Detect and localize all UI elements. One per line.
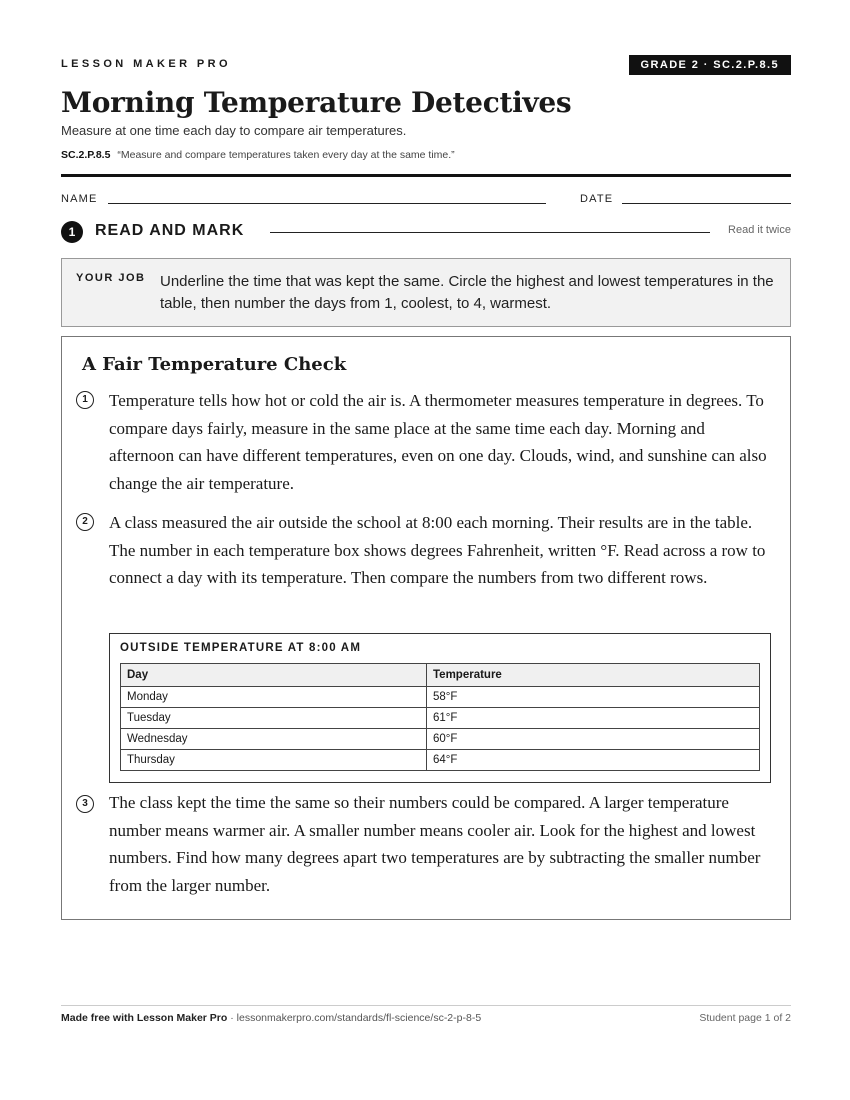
your-job-label: YOUR JOB xyxy=(76,272,146,284)
table-header-row xyxy=(121,664,760,687)
footer-made-with: Made free with Lesson Maker Pro xyxy=(61,1012,228,1024)
day-cell: Tuesday xyxy=(121,708,427,729)
paragraph-number: 2 xyxy=(76,513,94,531)
standard-statement xyxy=(61,149,455,161)
section-number-badge: 1 xyxy=(61,221,83,243)
temperature-cell: 64°F xyxy=(427,750,760,771)
passage-title: A Fair Temperature Check xyxy=(82,354,347,375)
paragraph: The class kept the time the same so their numbers could be compared. A larger temperature number means warmer air. A smaller number means cooler air. Look for the highest and lowest numbers. Find how many degrees apart two temperatures are by subtracting the smaller number from the larger number. xyxy=(109,793,761,896)
header-divider xyxy=(61,174,791,177)
temperature-cell: 61°F xyxy=(427,708,760,729)
paragraph-number: 3 xyxy=(76,795,94,813)
page-subtitle: Measure at one time each day to compare air temperatures. xyxy=(61,123,407,138)
paragraph: Temperature tells how hot or cold the air is. A thermometer measures temperature in degrees. To compare days fairly, measure in the same place at the same time each day. Morning and afternoon can have different temperatures, even on one day. Clouds, wind, and sunshine can also change the air temperature. xyxy=(109,391,767,494)
grade-badge: GRADE 2 · SC.2.P.8.5 xyxy=(629,55,791,75)
table-caption: OUTSIDE TEMPERATURE AT 8:00 AM xyxy=(120,642,362,654)
date-label: DATE xyxy=(580,193,614,205)
day-cell: Wednesday xyxy=(121,729,427,750)
footer-divider xyxy=(61,1005,791,1006)
temperature-cell: 60°F xyxy=(427,729,760,750)
day-cell: Thursday xyxy=(121,750,427,771)
temperature-table-box xyxy=(109,633,771,783)
temperature-cell: 58°F xyxy=(427,687,760,708)
column-header: Day xyxy=(121,664,427,687)
standard-code: SC.2.P.8.5 xyxy=(61,149,111,161)
footer-credit xyxy=(61,1012,481,1024)
table-row xyxy=(121,729,760,750)
section-title: READ AND MARK xyxy=(95,222,245,239)
your-job-instructions: Underline the time that was kept the same. Circle the highest and lowest temperatures in the table, then number the days from 1, coolest, to 4, warmest. xyxy=(160,273,774,312)
page-title: Morning Temperature Detectives xyxy=(61,86,572,119)
footer-url[interactable]: · lessonmakerpro.com/standards/fl-science/sc-2-p-8-5 xyxy=(230,1012,482,1024)
footer-page-number: Student page 1 of 2 xyxy=(699,1012,791,1024)
your-job-box xyxy=(61,258,791,327)
paragraph-number: 1 xyxy=(76,391,94,409)
name-label: NAME xyxy=(61,193,98,205)
brand-name: LESSON MAKER PRO xyxy=(61,58,231,70)
column-header: Temperature xyxy=(427,664,760,687)
reading-passage xyxy=(61,336,791,920)
day-cell: Monday xyxy=(121,687,427,708)
paragraph: A class measured the air outside the school at 8:00 each morning. Their results are in the table. The number in each temperature box shows degrees Fahrenheit, written °F. Read across a row to connect a day with its temperature. Then compare the numbers from two different rows. xyxy=(109,513,766,588)
name-field[interactable] xyxy=(108,203,546,204)
table-row xyxy=(121,687,760,708)
standard-text: “Measure and compare temperatures taken every day at the same time.” xyxy=(117,149,455,161)
section-note: Read it twice xyxy=(728,224,791,236)
section-divider xyxy=(270,232,710,233)
date-field[interactable] xyxy=(622,203,791,204)
temperature-table xyxy=(120,663,760,771)
table-row xyxy=(121,750,760,771)
table-row xyxy=(121,708,760,729)
